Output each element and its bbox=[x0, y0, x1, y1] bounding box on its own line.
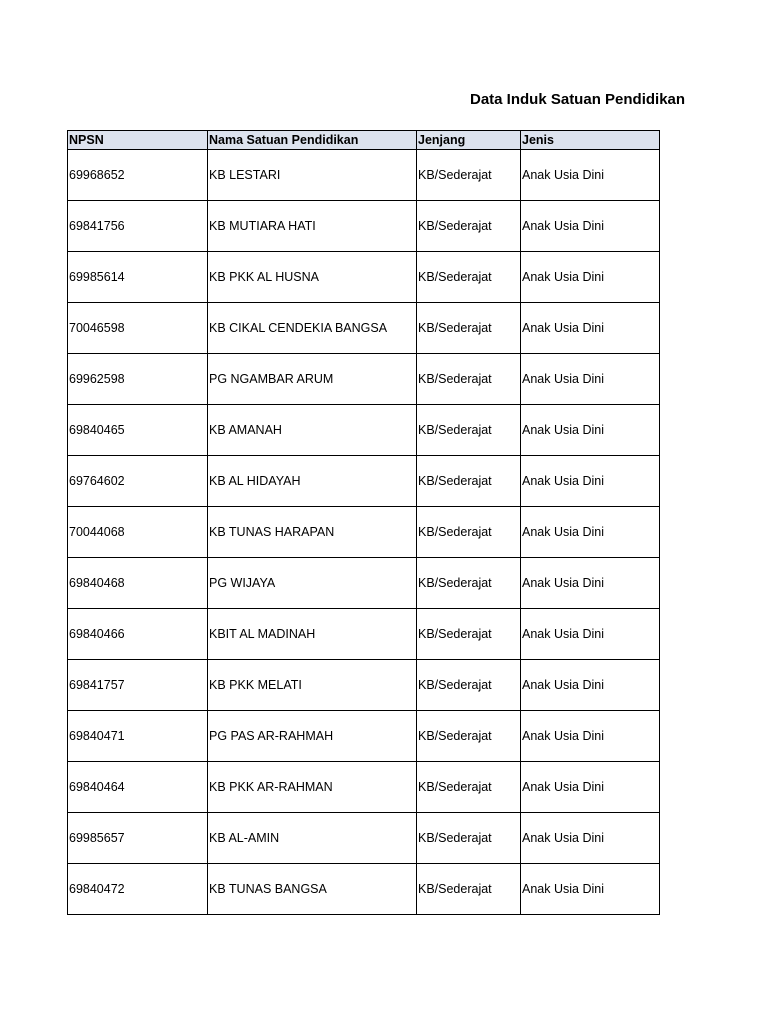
cell-nama: KB LESTARI bbox=[208, 150, 417, 201]
cell-npsn: 69840468 bbox=[68, 558, 208, 609]
cell-nama: KB MUTIARA HATI bbox=[208, 201, 417, 252]
cell-nama: KBIT AL MADINAH bbox=[208, 609, 417, 660]
cell-jenjang: KB/Sederajat bbox=[417, 456, 521, 507]
cell-npsn: 70046598 bbox=[68, 303, 208, 354]
cell-npsn: 69764602 bbox=[68, 456, 208, 507]
cell-jenis: Anak Usia Dini bbox=[521, 201, 660, 252]
cell-nama: PG WIJAYA bbox=[208, 558, 417, 609]
table-row bbox=[68, 813, 660, 864]
school-data-table bbox=[67, 130, 660, 915]
column-header-jenis: Jenis bbox=[521, 131, 660, 150]
table-row bbox=[68, 762, 660, 813]
cell-jenjang: KB/Sederajat bbox=[417, 813, 521, 864]
cell-nama: KB TUNAS BANGSA bbox=[208, 864, 417, 915]
cell-jenjang: KB/Sederajat bbox=[417, 507, 521, 558]
table-row bbox=[68, 456, 660, 507]
cell-jenjang: KB/Sederajat bbox=[417, 252, 521, 303]
cell-nama: KB CIKAL CENDEKIA BANGSA bbox=[208, 303, 417, 354]
cell-jenis: Anak Usia Dini bbox=[521, 609, 660, 660]
table-row bbox=[68, 660, 660, 711]
column-header-jenjang: Jenjang bbox=[417, 131, 521, 150]
cell-npsn: 69840466 bbox=[68, 609, 208, 660]
cell-nama: KB PKK AR-RAHMAN bbox=[208, 762, 417, 813]
cell-jenjang: KB/Sederajat bbox=[417, 711, 521, 762]
table-row bbox=[68, 711, 660, 762]
cell-npsn: 69962598 bbox=[68, 354, 208, 405]
cell-jenis: Anak Usia Dini bbox=[521, 507, 660, 558]
cell-jenjang: KB/Sederajat bbox=[417, 864, 521, 915]
cell-nama: KB TUNAS HARAPAN bbox=[208, 507, 417, 558]
table-row bbox=[68, 303, 660, 354]
cell-nama: KB PKK MELATI bbox=[208, 660, 417, 711]
cell-jenis: Anak Usia Dini bbox=[521, 354, 660, 405]
cell-nama: KB PKK AL HUSNA bbox=[208, 252, 417, 303]
cell-jenjang: KB/Sederajat bbox=[417, 762, 521, 813]
cell-npsn: 69840465 bbox=[68, 405, 208, 456]
cell-jenis: Anak Usia Dini bbox=[521, 711, 660, 762]
cell-jenjang: KB/Sederajat bbox=[417, 609, 521, 660]
cell-jenjang: KB/Sederajat bbox=[417, 558, 521, 609]
cell-npsn: 69841756 bbox=[68, 201, 208, 252]
cell-nama: KB AL HIDAYAH bbox=[208, 456, 417, 507]
cell-jenjang: KB/Sederajat bbox=[417, 303, 521, 354]
table-row bbox=[68, 252, 660, 303]
cell-npsn: 69840464 bbox=[68, 762, 208, 813]
cell-npsn: 69985614 bbox=[68, 252, 208, 303]
cell-jenis: Anak Usia Dini bbox=[521, 660, 660, 711]
cell-npsn: 69968652 bbox=[68, 150, 208, 201]
column-header-nama: Nama Satuan Pendidikan bbox=[208, 131, 417, 150]
table-row bbox=[68, 507, 660, 558]
cell-jenis: Anak Usia Dini bbox=[521, 303, 660, 354]
cell-jenjang: KB/Sederajat bbox=[417, 354, 521, 405]
cell-nama: KB AL-AMIN bbox=[208, 813, 417, 864]
cell-npsn: 69840472 bbox=[68, 864, 208, 915]
table-row bbox=[68, 864, 660, 915]
table-header-row bbox=[68, 131, 660, 150]
cell-nama: PG NGAMBAR ARUM bbox=[208, 354, 417, 405]
cell-npsn: 69840471 bbox=[68, 711, 208, 762]
cell-npsn: 69841757 bbox=[68, 660, 208, 711]
table-row bbox=[68, 558, 660, 609]
table-row bbox=[68, 609, 660, 660]
page-title: Data Induk Satuan Pendidikan bbox=[470, 91, 686, 108]
table-row bbox=[68, 150, 660, 201]
cell-npsn: 70044068 bbox=[68, 507, 208, 558]
cell-jenis: Anak Usia Dini bbox=[521, 762, 660, 813]
cell-jenis: Anak Usia Dini bbox=[521, 864, 660, 915]
cell-jenjang: KB/Sederajat bbox=[417, 405, 521, 456]
cell-jenis: Anak Usia Dini bbox=[521, 813, 660, 864]
cell-jenjang: KB/Sederajat bbox=[417, 201, 521, 252]
cell-npsn: 69985657 bbox=[68, 813, 208, 864]
cell-jenis: Anak Usia Dini bbox=[521, 558, 660, 609]
cell-jenjang: KB/Sederajat bbox=[417, 660, 521, 711]
column-header-npsn: NPSN bbox=[68, 131, 208, 150]
cell-jenis: Anak Usia Dini bbox=[521, 252, 660, 303]
table-row bbox=[68, 354, 660, 405]
table-row bbox=[68, 201, 660, 252]
cell-nama: KB AMANAH bbox=[208, 405, 417, 456]
table-row bbox=[68, 405, 660, 456]
cell-jenis: Anak Usia Dini bbox=[521, 405, 660, 456]
cell-jenjang: KB/Sederajat bbox=[417, 150, 521, 201]
cell-jenis: Anak Usia Dini bbox=[521, 150, 660, 201]
cell-jenis: Anak Usia Dini bbox=[521, 456, 660, 507]
cell-nama: PG PAS AR-RAHMAH bbox=[208, 711, 417, 762]
